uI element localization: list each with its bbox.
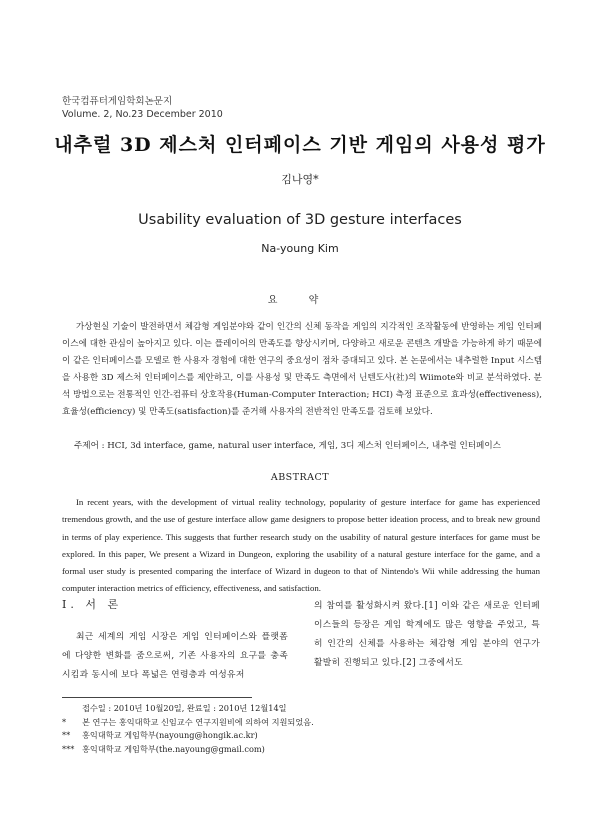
footnote-divider (62, 697, 252, 698)
body-column-left (62, 596, 288, 685)
body-paragraph-right: 의 참여를 활성화시켜 왔다.[1] 이와 같은 새로운 인터페이스들의 등장은 게임 학계에도 많은 영향을 주었고, 특히 인간의 신체를 사용하는 체감형 게임 분야의 연구가 활발히 진행되고 있다.[2] 그중에서도 (314, 601, 540, 668)
korean-abstract-heading: 요 약 (267, 295, 333, 306)
footnote: * 본 연구는 홍익대학교 신임교수 연구지원비에 의하여 지원되었음. (62, 716, 314, 727)
english-abstract-heading: ABSTRACT (270, 472, 330, 483)
journal-issue: Volume. 2, No.23 December 2010 (62, 109, 223, 120)
author-english: Na-young Kim (261, 242, 339, 255)
keywords: 주제어 : HCI, 3d interface, game, natural user interface, 게임, 3디 제스처 인터페이스, 내추럴 인터페이스 (74, 441, 501, 451)
english-abstract-text: In recent years, with the development of virtual reality technology, popularity of gesture interface for game has experienced tremendous growth, and the use of gesture interface allow game designers to propose better ideation process, and to break new ground in terms of play experience. This suggests that further research study on the usability of natural gesture interfaces for game must be explored. In this paper, We present a Wizard in Dungeon, exploring the usability of a natural gesture interface for the game, and a formal user study is presented comparing the interface of Wizard in dugeon to that of Nintendo's Wii while addressing the human computer interaction metrics of efficiency, effectiveness, and satisfaction. (62, 497, 540, 594)
korean-abstract-text: 가상현실 기술이 발전하면서 체감형 게임분야와 같이 인간의 신체 동작을 게임의 지각적인 조작활동에 반영하는 게임 인터페이스에 대한 관심이 높아지고 있다. 이는 플레이어의 만족도를 향상시키며, 다양하고 새로운 콘텐츠 개발을 가능하게 하기 때문에 이 같은 인터페이스를 모델로 한 사용자 경험에 대한 연구의 중요성이 점차 증대되고 있다. 본 논문에서는 내추럴한 Input 시스템을 사용한 3D 제스처 인터페이스를 제안하고, 이를 사용성 및 만족도 측면에서 닌텐도사(社)의 Wiimote와 비교 분석하였다. 분석 방법으로는 전통적인 인간-컴퓨터 상호작용(Human-Computer Interaction; HCI) 측정 표준으로 효과성(effectiveness), 효율성(efficiency) 및 만족도(satisfaction)를 준거해 사용자의 전반적인 만족도를 검토해 보았다. (62, 322, 542, 417)
paper-title-english: Usability evaluation of 3D gesture interfaces (138, 212, 462, 228)
paper-title-korean: 내추럴 3D 제스처 인터페이스 기반 게임의 사용성 평가 (54, 134, 546, 156)
footnote: *** 홍익대학교 게임학부(the.nayoung@gmail.com) (62, 743, 265, 754)
section-heading: Ⅰ. 서 론 (62, 598, 123, 611)
author-korean: 김나영* (281, 173, 319, 186)
footnote: 접수일 : 2010년 10월20일, 완료일 : 2010년 12월14일 (82, 703, 287, 713)
footnote: ** 홍익대학교 게임학부(nayoung@hongik.ac.kr) (62, 730, 258, 740)
journal-name: 한국컴퓨터게임학회논문지 (62, 96, 173, 107)
journal-header (62, 95, 223, 121)
footnotes (62, 702, 314, 756)
body-paragraph-left: 최근 세계의 게임 시장은 게임 인터페이스와 플랫폼에 다양한 변화를 줌으로써, 기존 사용자의 요구를 충족시킴과 동시에 보다 폭넓은 연령층과 여성유저 (62, 632, 288, 680)
